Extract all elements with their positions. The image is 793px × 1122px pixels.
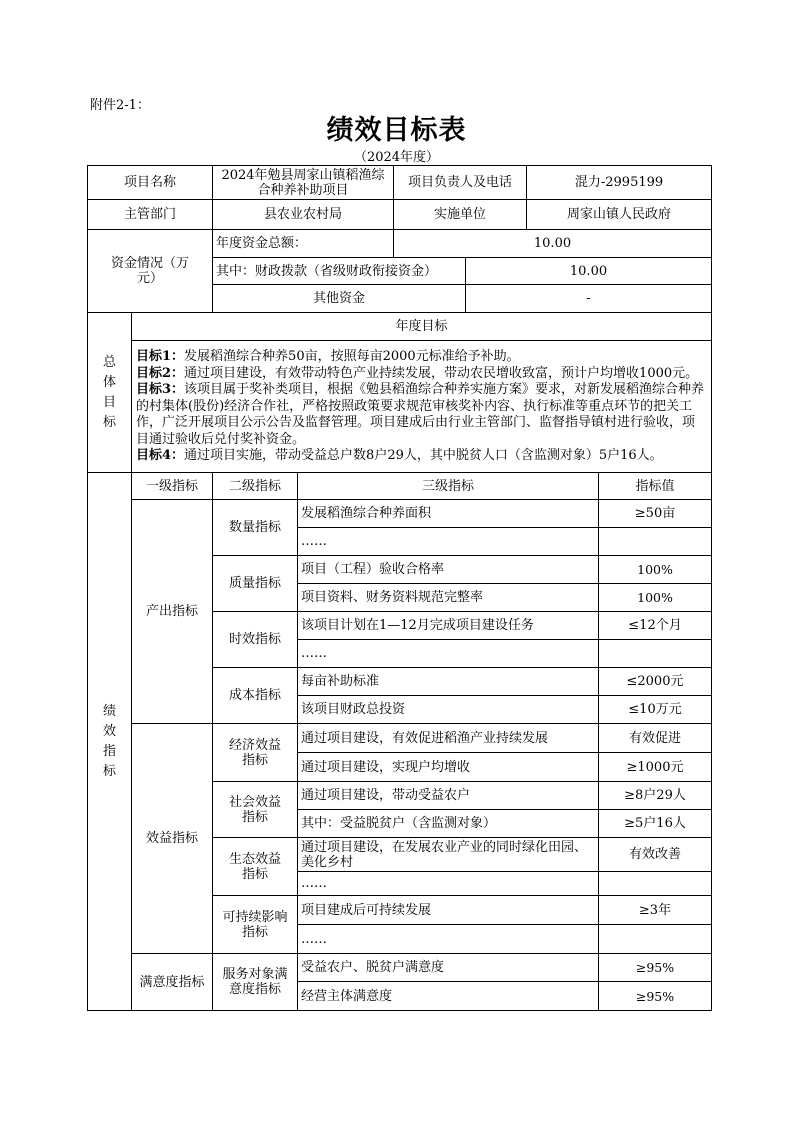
contact-value: 混力-2995199 <box>527 166 712 200</box>
table-row-name: …… <box>298 528 599 556</box>
satisfaction-label: 满意度指标 <box>132 954 213 1011</box>
overall-goals <box>132 341 712 473</box>
table-row-value: ≤2000元 <box>599 668 712 696</box>
col-level2: 二级指标 <box>213 473 298 500</box>
funds-label: 资金情况（万元） <box>88 230 213 313</box>
table-row-name: 项目资料、财务资料规范完整率 <box>298 584 599 612</box>
funds-other-value: - <box>466 285 712 313</box>
table-row-name: 发展稻渔综合种养面积 <box>298 500 599 528</box>
table-row-name: 通过项目建设，有效促进稻渔产业持续发展 <box>298 724 599 753</box>
table-row-name: 项目（工程）验收合格率 <box>298 556 599 584</box>
dept-label: 主管部门 <box>88 200 213 230</box>
table-row-name: …… <box>298 640 599 668</box>
funds-fiscal-value: 10.00 <box>466 258 712 285</box>
unit-value: 周家山镇人民政府 <box>527 200 712 230</box>
table-row-value: 100% <box>599 556 712 584</box>
table-row-value: ≤10万元 <box>599 696 712 724</box>
service-label: 服务对象满意度指标 <box>213 954 298 1011</box>
goal-2: 目标2：通过项目建设，有效带动特色产业持续发展，带动农民增收致富，预计户均增收1000元。 <box>136 365 699 381</box>
table-row-value <box>599 528 712 556</box>
project-name-value: 2024年勉县周家山镇稻渔综合种养补助项目 <box>213 166 394 200</box>
overall-header: 年度目标 <box>132 313 712 341</box>
economic-label: 经济效益指标 <box>213 724 298 782</box>
timeliness-label: 时效指标 <box>213 612 298 668</box>
funds-total-label: 年度资金总额： <box>213 230 394 258</box>
table-row-value: ≥3年 <box>599 896 712 925</box>
table-row-name: 项目建成后可持续发展 <box>298 896 599 925</box>
table-row-value: ≥1000元 <box>599 753 712 782</box>
ecological-label: 生态效益指标 <box>213 838 298 896</box>
col-value: 指标值 <box>599 473 712 500</box>
col-level3: 三级指标 <box>298 473 599 500</box>
goal-1: 目标1：发展稻渔综合种养50亩，按照每亩2000元标准给予补助。 <box>136 349 520 365</box>
table-row-value: 有效促进 <box>599 724 712 753</box>
col-level1: 一级指标 <box>132 473 213 500</box>
table-row-name: 该项目财政总投资 <box>298 696 599 724</box>
table-row-value: ≥95% <box>599 982 712 1011</box>
performance-indicators-table <box>87 472 712 1011</box>
quality-label: 质量指标 <box>213 556 298 612</box>
quantity-label: 数量指标 <box>213 500 298 556</box>
table-row-name: 通过项目建设，带动受益农户 <box>298 782 599 810</box>
funds-other-label: 其他资金 <box>213 285 466 313</box>
overall-goals-table <box>87 312 712 473</box>
table-row-value: ≥95% <box>599 954 712 982</box>
page-title: 绩效目标表 <box>326 115 467 146</box>
contact-label: 项目负责人及电话 <box>394 166 527 200</box>
table-row-name: 受益农户、脱贫户满意度 <box>298 954 599 982</box>
sustainable-label: 可持续影响指标 <box>213 896 298 954</box>
indicators-side-label: 绩效指标 <box>88 473 132 1011</box>
table-row-value <box>599 872 712 896</box>
table-row-name: 该项目计划在1—12月完成项目建设任务 <box>298 612 599 640</box>
unit-label: 实施单位 <box>394 200 527 230</box>
table-row-name: 其中：受益脱贫户（含监测对象） <box>298 810 599 838</box>
benefit-label: 效益指标 <box>132 724 213 954</box>
goal-3: 目标3：该项目属于奖补类项目，根据《勉县稻渔综合种养实施方案》要求，对新发展稻渔综合种养的村集体(股份)经济合作社，严格按照政策要求规范审核奖补内容、执行标准等重点环节的把关工作，广泛开展项目公示公告及监督管理。项目建成后由行业主管部门、监督指导镇村进行验收，项目通过验收后兑付奖补资金。 <box>136 382 705 447</box>
table-row-name: 每亩补助标准 <box>298 668 599 696</box>
table-row-value: ≥8户29人 <box>599 782 712 810</box>
funds-fiscal-label: 其中：财政拨款（省级财政衔接资金） <box>213 258 466 285</box>
attachment-label: 附件2-1： <box>90 98 150 113</box>
table-row-name: 通过项目建设，实现户均增收 <box>298 753 599 782</box>
social-label: 社会效益指标 <box>213 782 298 838</box>
table-row-name: …… <box>298 925 599 954</box>
table-row-value <box>599 640 712 668</box>
table-row-value: ≤12个月 <box>599 612 712 640</box>
funds-total-value: 10.00 <box>394 230 712 258</box>
table-row-name: 通过项目建设，在发展农业产业的同时绿化田园、美化乡村 <box>298 838 599 872</box>
page-subtitle: （2024年度） <box>353 150 440 165</box>
table-row-value: 有效改善 <box>599 838 712 872</box>
cost-label: 成本指标 <box>213 668 298 724</box>
table-row-value: ≥50亩 <box>599 500 712 528</box>
table-row-name: 经营主体满意度 <box>298 982 599 1011</box>
output-label: 产出指标 <box>132 500 213 724</box>
goal-4: 目标4：通过项目实施，带动受益总户数8户29人，其中脱贫人口（含监测对象）5户16人。 <box>136 448 663 464</box>
project-name-label: 项目名称 <box>88 166 213 200</box>
dept-value: 县农业农村局 <box>213 200 394 230</box>
table-row-value <box>599 925 712 954</box>
table-row-value: ≥5户16人 <box>599 810 712 838</box>
table-row-value: 100% <box>599 584 712 612</box>
table-row-name: …… <box>298 872 599 896</box>
overall-side-label: 总体目标 <box>88 313 132 473</box>
basic-info-table <box>87 165 712 313</box>
